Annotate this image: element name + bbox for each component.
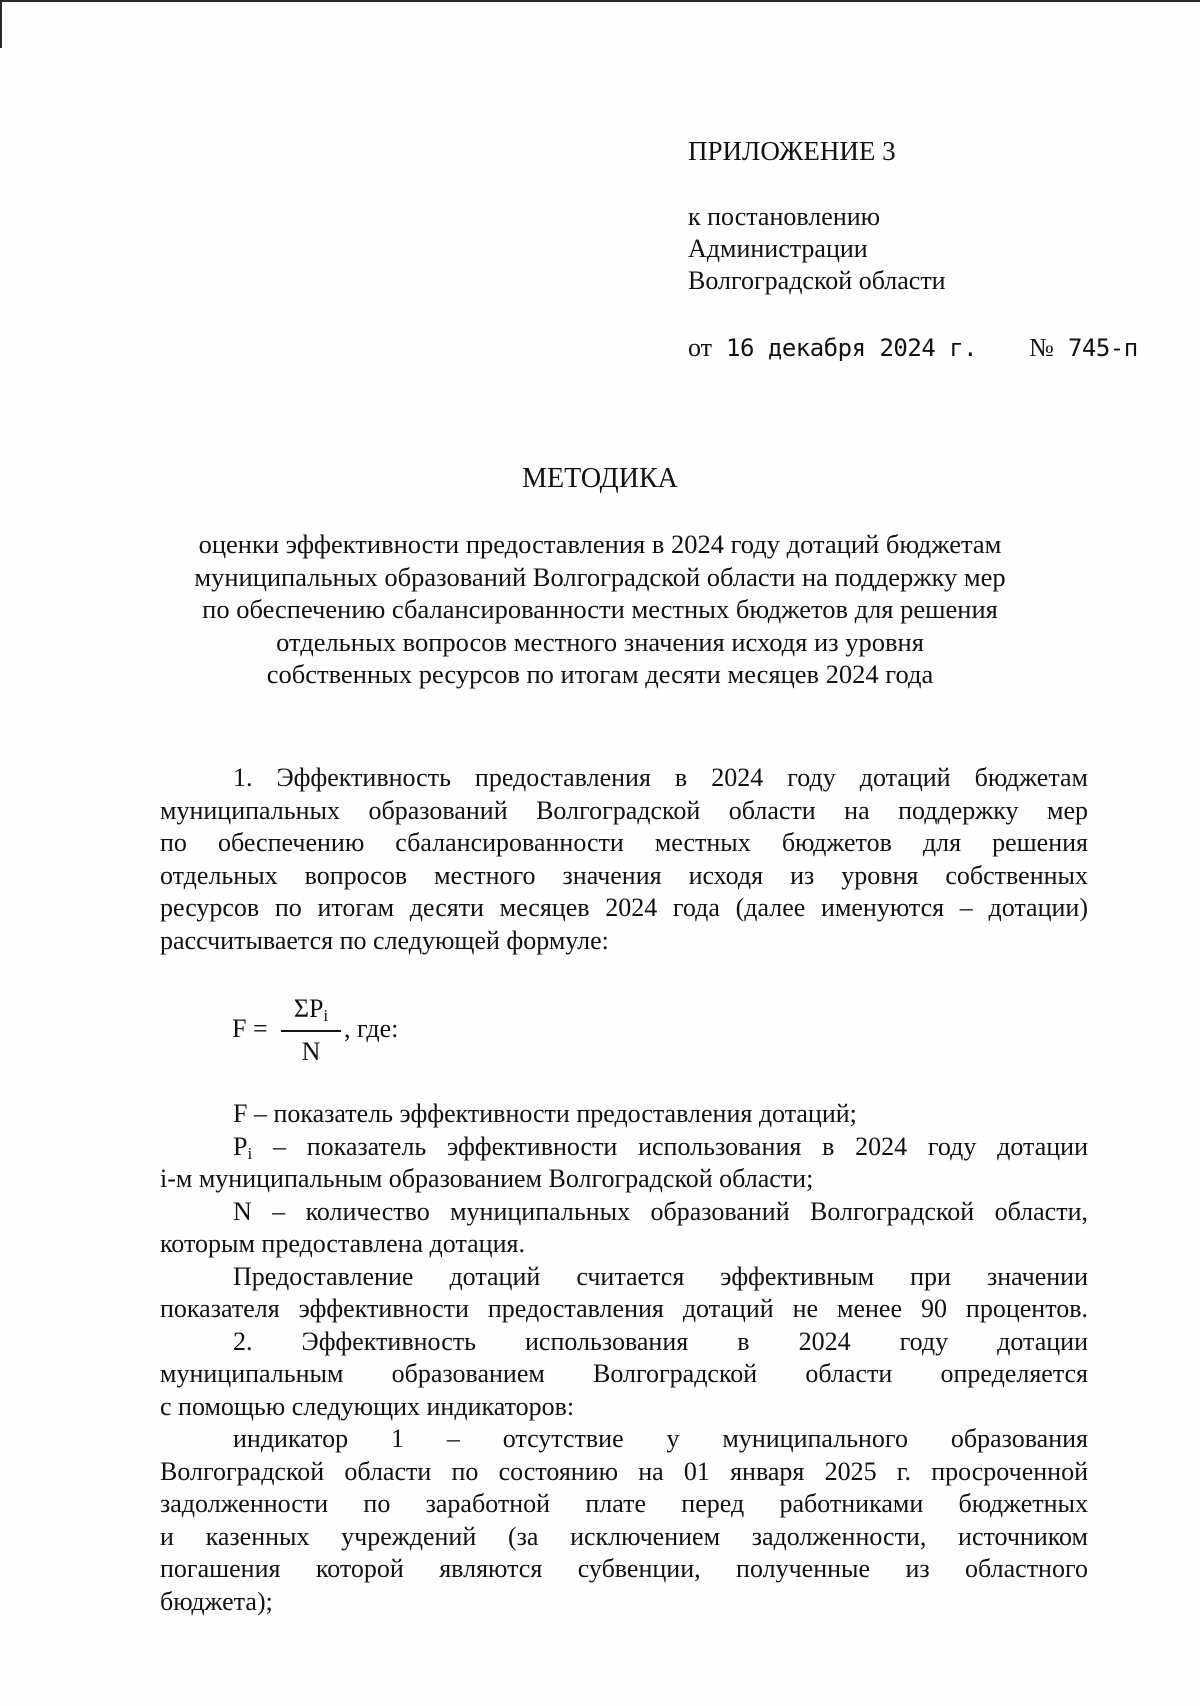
appendix-reference <box>688 200 1108 296</box>
subtitle-line: оценки эффективности предоставления в 2024 году дотаций бюджетам <box>198 529 1002 559</box>
subtitle-line: по обеспечению сбалансированности местных бюджетов для решения <box>202 594 998 624</box>
formula-numerator <box>279 994 343 1026</box>
definition-n: N – количество муниципальных образований Волгоградской области, <box>233 1196 1088 1226</box>
section-1-paragraph <box>160 762 1088 957</box>
section-1-line: рассчитывается по следующей формуле: <box>160 925 609 955</box>
section-2-line: с помощью следующих индикаторов: <box>160 1391 575 1421</box>
subtitle-line: муниципальных образований Волгоградской области на поддержку мер <box>194 561 1006 592</box>
decree-number-sign: № <box>1029 333 1054 362</box>
p-symbol: P <box>233 1131 248 1161</box>
section-1-line: муниципальных образований Волгоградской области на поддержку мер <box>160 795 1088 825</box>
indicator-1-line: индикатор 1 – отсутствие у муниципального образования <box>233 1424 1088 1453</box>
definition-p-continued: i-м муниципальным образованием Волгоградской области; <box>160 1164 814 1193</box>
fraction-bar <box>281 1030 341 1032</box>
subtitle-line: собственных ресурсов по итогам десяти месяцев 2024 года <box>266 659 934 689</box>
definition-n-continued: которым предоставлена дотация. <box>160 1229 525 1258</box>
document-title: МЕТОДИКА <box>522 463 678 494</box>
section-1-line: ресурсов по итогам десяти месяцев 2024 года (далее именуются – дотации) <box>160 893 1088 922</box>
formula-fraction <box>279 994 343 1067</box>
appendix-line: Волгоградской области <box>688 266 946 295</box>
indicator-1-line: погашения которой являются субвенции, полученные из областного <box>160 1554 1088 1583</box>
section-2-line: 2. Эффективность использования в 2024 году дотации <box>233 1326 1088 1356</box>
definitions-block <box>160 1098 1088 1618</box>
indicator-1-line: бюджета); <box>160 1586 273 1616</box>
appendix-line: к постановлению <box>688 202 881 231</box>
formula-suffix: , где: <box>344 1014 399 1043</box>
decree-date: 16 декабря 2024 г. <box>726 334 978 362</box>
definition-f: F – показатель эффективности предоставления дотаций; <box>233 1099 857 1128</box>
scan-edge-left <box>0 0 2 48</box>
decree-date-number <box>688 333 1138 363</box>
subtitle-line: отдельных вопросов местного значения исходя из уровня <box>276 626 924 657</box>
decree-prefix: от <box>688 333 713 362</box>
definition-p <box>160 1131 1088 1164</box>
definition-p-text: – показатель эффективности использования в 2024 году дотации <box>252 1131 1088 1161</box>
formula-numerator-subscript: i <box>323 1006 329 1025</box>
section-1-line: отдельных вопросов местного значения исходя из уровня собственных <box>160 860 1088 890</box>
section-1-line: по обеспечению сбалансированности местных бюджетов для решения <box>160 828 1088 857</box>
indicator-1-line: Волгоградской области по состоянию на 01 января 2025 г. просроченной <box>160 1456 1088 1486</box>
efficiency-criterion: Предоставление дотаций считается эффективным при значении <box>233 1261 1088 1291</box>
formula-lhs: F = <box>232 1014 268 1043</box>
section-1-line: 1. Эффективность предоставления в 2024 году дотаций бюджетам <box>233 763 1088 792</box>
efficiency-criterion-continued: показателя эффективности предоставления дотаций не менее 90 процентов. <box>160 1294 1088 1323</box>
formula-denominator: N <box>301 1036 321 1066</box>
indicator-1-line: задолженности по заработной плате перед работниками бюджетных <box>160 1489 1088 1518</box>
decree-number: 745-п <box>1067 334 1138 362</box>
appendix-title: ПРИЛОЖЕНИЕ 3 <box>688 136 896 166</box>
indicator-1-line: и казенных учреждений (за исключением задолженности, источником <box>160 1521 1088 1551</box>
scan-edge-top <box>0 0 1200 2</box>
formula-numerator-text: ΣP <box>293 994 324 1023</box>
p-subscript: i <box>247 1143 253 1163</box>
appendix-line: Администрации <box>688 234 868 263</box>
document-subtitle <box>170 528 1030 691</box>
section-2-line: муниципальным образованием Волгоградской области определяется <box>160 1359 1088 1388</box>
